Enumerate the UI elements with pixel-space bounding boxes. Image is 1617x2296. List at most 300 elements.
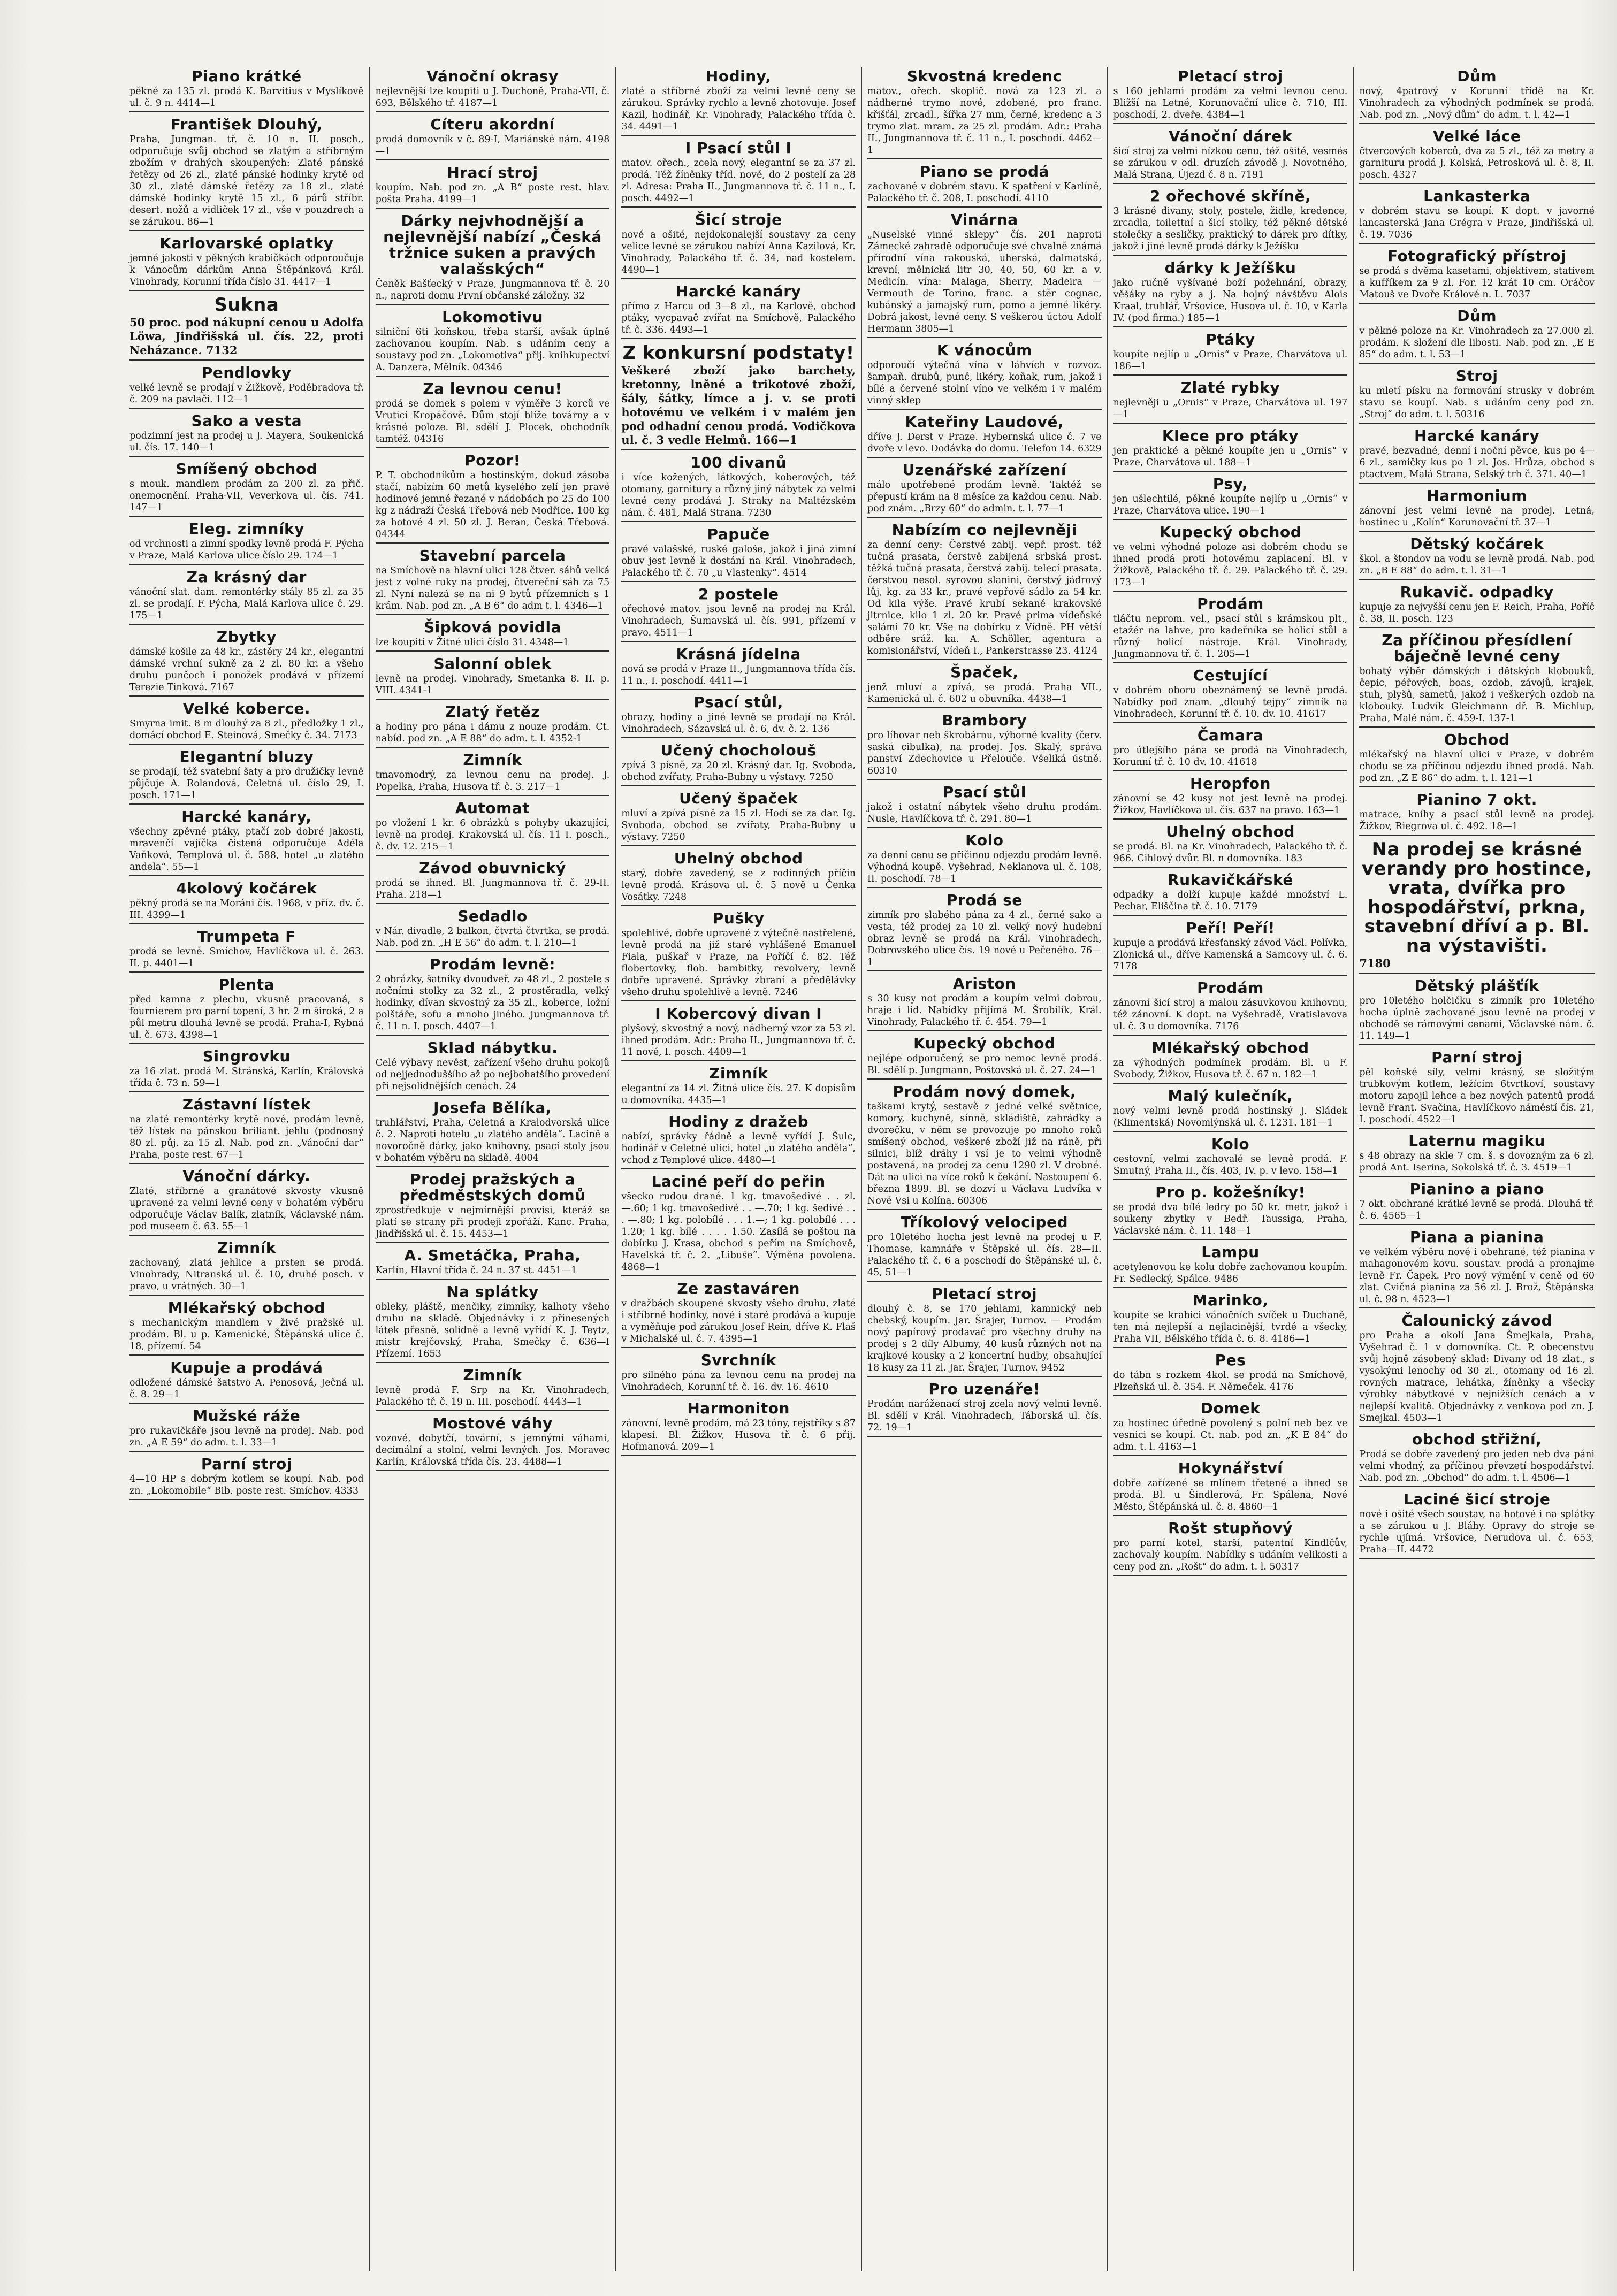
ad-body-text: v dobrém oboru obeznámený se levně prodá. Nabídky pod znam. „dlouhý tejpy“ zimník na Vinohradech, Korunní tř. č. 10. dv. 10. 41617 xyxy=(1113,685,1348,720)
ad-body-text: spolehlivé, dobře upravené z výtečně nastřelené, levně prodá na již staré vyhlášené Emanuel Fiala, puškař v Praze, na Poříčí č. 82. Též flobertovky, flob. bambitky, revolvery, levně dobře upravené. Správky zbraní a předělávky všeho druhu spolehlivě a levně. 7246 xyxy=(621,928,856,998)
ad-body-text: Smyrna imit. 8 m dlouhý za 8 zl., předložky 1 zl., domácí obchod E. Steinová, Smečky č. 34. 7173 xyxy=(129,718,364,741)
column-1 xyxy=(124,67,370,2271)
ad-headline: Klece pro ptáky xyxy=(1162,427,1299,445)
ad-headline: Lankasterka xyxy=(1423,187,1531,205)
classified-ad xyxy=(376,1284,610,1363)
classified-ad xyxy=(1359,128,1595,184)
ad-body-text: mlékařský na hlavní ulici v Praze, v dobrém chodu se za příčinou odjezdu ihned prodá. Nab. pod zn. „Z E 86“ do adm. t. l. 121—1 xyxy=(1359,749,1595,784)
classified-ad xyxy=(867,462,1102,518)
ad-headline: Dětský plášťík xyxy=(1414,977,1539,994)
ad-body-text: jako ručně vyšívané boží požehnání, obrazy, věšáky na ryby a j. Na hojný návštěvu Alois Kraal, truhlář, Vršovice, Husova ul. č. 10, v Karla IV. (pod firma.) 185—1 xyxy=(1113,278,1348,324)
classified-ad xyxy=(376,752,610,796)
classified-ad xyxy=(1113,1400,1348,1456)
ad-headline: Pozor! xyxy=(464,451,521,469)
ad-body-text: ve velmi výhodné poloze asi dobrém chodu se ihned prodá proti hotovému zaplacení. Bl. v Žižkově, Palackého tř. č. 29. Palackého tř. č. 29. 173—1 xyxy=(1113,542,1348,588)
classified-ad xyxy=(1359,428,1595,484)
ad-headline: Zbytky xyxy=(216,628,277,646)
ad-body-text: Celé výbavy nevěst, zařízení všeho druhu pokojů od nejjednoduššího až po nejbohatšího provedení při nejsolidnějších cenách. 24 xyxy=(375,1058,610,1092)
classified-ad xyxy=(867,164,1102,208)
classified-ad xyxy=(1359,248,1595,304)
classified-ad xyxy=(1113,980,1348,1036)
ad-body-text: Zlaté, stříbrné a granátové skvosty vkusně upravené za velmi levné ceny v bohatém výběru odporučuje Václav Balík, zlatník, Václavské nám. pod museem č. 63. 55—1 xyxy=(129,1186,364,1232)
ad-body-text: i více kožených, látkových, koberových, též otomany, garnitury a různý jiný nábytek za velmi levné ceny prodává J. Straky na Maltézském nám. č. 481, Malá Strana. 7230 xyxy=(621,472,856,518)
ad-body-text: kupuje a prodává křesťanský závod Václ. Polívka, Zlonická ul., dříve Kamenská a Samcovy ul. č. 6. 7178 xyxy=(1113,938,1348,972)
classified-ad xyxy=(867,1084,1102,1210)
classified-ad xyxy=(867,212,1102,338)
ad-headline: Malý kulečník, xyxy=(1168,1087,1293,1105)
ad-body-text: silniční 6ti koňskou, třeba starší, avšak úplně zachovanou koupím. Nab. s udáním ceny a soustavy pod zn. „Lokomotiva“ přij. knihkupectví A. Danzera, Mělník. 04346 xyxy=(375,327,610,373)
ad-headline: Lampu xyxy=(1201,1243,1260,1261)
classified-ad xyxy=(1113,1040,1348,1084)
ad-body-text: Karlín, Hlavní třída č. 24 n. 37 st. 4451—1 xyxy=(375,1265,577,1276)
classified-ad xyxy=(1113,728,1348,771)
ad-body-text: 4—10 HP s dobrým kotlem se koupí. Nab. pod zn. „Lokomobile“ Bib. poste rest. Smíchov. 4333 xyxy=(129,1474,364,1496)
ad-headline: Smíšený obchod xyxy=(176,460,318,478)
classified-ad xyxy=(129,461,364,517)
ad-body-text: se prodá. Bl. na Kr. Vinohradech, Palackého tř. č. 966. Cihlový dvůr. Bl. n domovníka. 183 xyxy=(1113,841,1348,864)
classified-ad xyxy=(1359,188,1595,244)
ad-headline: Harcké kanáry xyxy=(1414,427,1540,445)
ad-body-text: v Nár. divadle, 2 balkon, čtvrtá čtvrtka, se prodá. Nab. pod zn. „H E 56“ do adm. t. l. 210—1 xyxy=(375,926,610,948)
ad-headline: Vinárna xyxy=(950,211,1018,228)
column-4 xyxy=(862,67,1108,2271)
ad-headline: 100 divanů xyxy=(690,454,787,471)
column-3 xyxy=(616,67,862,2271)
ad-body-text: za denní cenu se přičinou odjezdu prodám levně. Výhodná koupě. Vyšehrad, Neklanova ul. č. 108, II. poschodí. 78—1 xyxy=(867,850,1102,884)
ad-headline: Stavební parcela xyxy=(419,547,566,564)
classified-ad xyxy=(1113,872,1348,916)
ad-headline: Josefa Bělíka, xyxy=(433,1099,552,1116)
classified-ad xyxy=(129,809,364,876)
ad-headline: Kupecký obchod xyxy=(913,1035,1056,1052)
ad-headline: Učený špaček xyxy=(679,790,798,807)
classified-ad xyxy=(621,1066,856,1109)
ad-body-text: levně na prodej. Vinohrady, Smetanka 8. II. p. VIII. 4341-1 xyxy=(375,674,610,696)
ad-headline: Singrovku xyxy=(202,1047,291,1065)
ad-body-text: odložené dámské šatstvo A. Penosová, Ječná ul. č. 8. 29—1 xyxy=(129,1377,364,1400)
classified-ad xyxy=(376,1172,610,1243)
ad-headline: Trumpeta F xyxy=(197,928,296,945)
ad-body-text: koupím. Nab. pod zn. „A B“ poste rest. hlav. pošta Praha. 4199—1 xyxy=(375,182,610,205)
ad-headline: Šipková povidla xyxy=(424,618,561,636)
ad-headline: Domek xyxy=(1200,1399,1261,1417)
ad-body-text: v dobrém stavu se koupí. K dopt. v javorné lancasterská Jana Grégra v Praze, Jindřišská ul. č. 19. 7036 xyxy=(1359,206,1595,240)
ad-body-text: prodá se ihned. Bl. Jungmannova tř. č. 29-II. Praha. 218—1 xyxy=(375,878,610,900)
classified-ad xyxy=(1359,792,1595,836)
ad-body-text: koupíte nejlíp u „Ornis“ v Praze, Charvátova ul. 186—1 xyxy=(1113,349,1348,372)
ad-body-text: obrazy, hodiny a jiné levně se prodají na Král. Vinohradech, Sázavská ul. č. 6, dv. č. 2. 136 xyxy=(621,712,856,734)
classified-ad xyxy=(129,629,364,697)
ad-headline: Harmoniton xyxy=(687,1399,790,1417)
ad-body-text: s 160 jehlami prodám za velmi levnou cenu. Bližší na Letné, Korunovační ulice č. 710, III. poschodí, 2. dveře. 4384—1 xyxy=(1113,86,1348,120)
classified-ad xyxy=(1359,584,1595,628)
ad-headline: Pro uzenáře! xyxy=(928,1380,1041,1398)
ad-body-text: všecko rudou drané. 1 kg. tmavošedivé . . zl. —.60; 1 kg. tmavošedivé . . —.70; 1 kg. šedivé . . . —.80; 1 kg. polobílé . . . 1.—; 1 kg. polobílé . . . 1.20; 1 kg. bílé . . . . 1.50. Zasílá se poštou na dobírku J. Krasa, obchod s peřím na Smíchově, Havelská tř. č. 2. „Libuše“. Výměna povolena. 4868—1 xyxy=(621,1191,856,1273)
classified-ad xyxy=(867,784,1102,828)
ad-body-text: starý, dobře zavedený, se z rodinných příčin levně prodá. Krásova ul. č. 5 nově u Čenka Vosátky. 7248 xyxy=(621,868,856,902)
ad-headline: Karlovarské oplatky xyxy=(159,234,334,252)
ad-headline: Prodám xyxy=(1197,595,1264,613)
ad-headline: Skvostná kredenc xyxy=(906,67,1062,85)
ad-body-text: prodá se levně. Smíchov, Havlíčkova ul. č. 263. II. p. 4401—1 xyxy=(129,946,364,969)
classified-ad xyxy=(621,851,856,906)
classified-ad xyxy=(376,309,610,377)
classified-ad xyxy=(129,295,364,361)
ad-body-text: jen ušlechtilé, pěkné koupíte nejlíp u „Ornis“ v Praze, Charvátova ulice. 190—1 xyxy=(1113,494,1348,516)
classified-ad xyxy=(867,1286,1102,1377)
ad-headline: Za levnou cenu! xyxy=(423,380,562,397)
ad-headline: Piano se prodá xyxy=(919,163,1049,180)
ad-body-text: Prodá se dobře zavedený pro jeden neb dva páni velmi vhodný, za příčinou převzetí hospodářství. Nab. pod zn. „Obchod“ do adm. t. l. 4506—1 xyxy=(1359,1449,1595,1483)
classified-ad xyxy=(129,569,364,625)
ad-body-text: všechny zpěvné ptáky, ptačí zob dobré jakosti, mravenčí vajíčka čistená odporučuje Adéla Vaňková, Templová ul. č. 588, hotel „u zlatého andela“. 55—1 xyxy=(129,826,364,873)
ad-body-text: se prodá s dvěma kasetami, objektivem, stativem a kufříkem za 9 zl. For. 12 krát 10 cm. Oráčov Matouš ve Dvoře Králové n. L. 7037 xyxy=(1359,266,1595,300)
ad-headline: Kolo xyxy=(1211,1135,1250,1153)
classified-ad xyxy=(621,68,856,136)
ad-headline: Sklad nábytku. xyxy=(427,1039,558,1057)
ad-headline: Vánoční dárky. xyxy=(182,1167,311,1185)
ad-body-text: za denní ceny: Čerstvé zabij. vepř. prost. též tučná prasata, čerstvě zabijená srbská prost. těžká tučná prasata, čerstvá zabij. telecí prasata, čerstvou nesol. syrovou slanini, čerstvý jádrový lůj, kg. za 33 kr., pravé vepřové sádlo za 54 kr. Od kila výše. Pravé krubí sekané krakovské jitrnice, kilo 1 zl. 20 kr. Pravé prima vídeňské salámi 70 kr. Vše na dobírku z Vídně. PH větší odběre sráž. ka. A. Schöller, agentura a komisionářství, Vídeň I., Pankerstrasse 23. 4124 xyxy=(867,540,1102,656)
ad-body-text: málo upotřebené prodám levně. Taktéž se přepustí krám na 8 měsíce za každou cenu. Nab. pod znám. „Brzy 60“ do admin. t. l. 77—1 xyxy=(867,480,1102,514)
ad-headline: Krásná jídelna xyxy=(676,645,801,663)
ad-headline: 4kolový kočárek xyxy=(176,879,317,897)
ad-body-text: nejlevnější lze koupiti u J. Duchoně, Praha-VII, č. 693, Bělského tř. 4187—1 xyxy=(375,86,610,109)
classified-ad xyxy=(621,343,856,450)
classified-ad xyxy=(1113,1292,1348,1348)
ad-body-text: ve velkém výběru nové i obehrané, též pianina v mahagonovém kovu. soustav. prodá a pronajme levně Fr. Čapek. Pro nový výmění v ceně od 60 zlat. Cvičná pianina za 56 zl. J. Brož, Štěpánska ul. č. 98 n. 4523—1 xyxy=(1359,1247,1595,1305)
classified-ad xyxy=(376,1367,610,1411)
ad-body-text: odpadky a dolží kupuje každé množství L. Pechar, Eliščina tř. č. 10. 7179 xyxy=(1113,890,1348,912)
ad-headline: Kupecký obchod xyxy=(1159,523,1302,541)
ad-headline: Velké láce xyxy=(1432,127,1521,145)
classified-ad xyxy=(376,1100,610,1167)
ad-headline: Velké koberce. xyxy=(182,700,311,717)
ad-headline: Svrchník xyxy=(700,1351,776,1369)
ad-body-text: matov. ořech., zcela nový, elegantní se za 37 zl. prodá. Též žíněnky tříd. nové, do 2 postelí za 28 zl. Adresa: Praha II., Jungmannova tř. č. 11 n., I. posch. 4492—1 xyxy=(621,158,856,204)
classified-ad xyxy=(1359,840,1595,974)
ad-headline: Peří! Peří! xyxy=(1186,919,1275,937)
ad-headline: Automat xyxy=(455,799,530,817)
classified-ad xyxy=(621,212,856,279)
ad-headline: Prodám nový domek, xyxy=(893,1083,1077,1100)
classified-ad xyxy=(1359,1313,1595,1427)
ad-headline: Fotografický přístroj xyxy=(1387,247,1567,265)
ad-headline: Prodej pražských a předměstských domů xyxy=(399,1170,586,1204)
ad-headline: Papuče xyxy=(707,525,770,543)
ad-body-text: velké levně se prodají v Žižkově, Poděbradova tř. č. 209 na pavlači. 112—1 xyxy=(129,382,364,405)
classified-ad xyxy=(129,68,364,112)
ad-body-text: 50 proc. pod nákupní cenou u Adolfa Löwa, Jindřišská ul. čís. 22, proti Neházance. 7132 xyxy=(129,316,364,357)
ad-body-text: elegantní za 14 zl. Žitná ulice čís. 27. K dopisům u domovníka. 4435—1 xyxy=(621,1083,856,1106)
classified-ad xyxy=(376,165,610,209)
ad-headline: Uzenářské zařízení xyxy=(902,461,1066,479)
classified-ad xyxy=(129,701,364,745)
ad-headline: Pendlovky xyxy=(201,364,292,381)
ad-body-text: jemné jakosti v pěkných krabičkách odporoučuje k Vánocům dárkům Anna Štěpánková Král. Vinohrady, Korunní třída číslo 31. 4417—1 xyxy=(129,253,364,287)
classified-ad xyxy=(867,414,1102,458)
classified-ad xyxy=(376,956,610,1036)
classified-ad xyxy=(376,1248,610,1280)
ad-headline: Kupuje a prodává xyxy=(170,1359,323,1376)
column-5 xyxy=(1108,67,1354,2271)
ad-body-text: pro parní kotel, starší, patentní Kindlčův, zachovalý koupím. Nabídky s udáním velikosti a ceny pod zn. „Rošt“ do adm. t. l. 50317 xyxy=(1113,1538,1348,1572)
classified-ad xyxy=(1113,920,1348,976)
classified-ad xyxy=(1359,1181,1595,1225)
classified-ad xyxy=(621,646,856,690)
ad-body-text: ořechové matov. jsou levně na prodej na Král. Vinohradech, Šumavská ul. čís. 991, přízemí v pravo. 4511—1 xyxy=(621,604,856,638)
classified-ad xyxy=(1113,188,1348,256)
ad-body-text: pěkný prodá se na Moráni čís. 1968, v příz. dv. č. III. 4399—1 xyxy=(129,898,364,921)
classified-ad xyxy=(867,976,1102,1031)
ad-body-text: nový, 4patrový v Korunní třídě na Kr. Vinohradech za výhodných podmínek se prodá. Nab. pod zn. „Nový dům“ do adm. t. l. 42—1 xyxy=(1359,86,1595,120)
classified-ad xyxy=(376,381,610,448)
ad-headline: Zimník xyxy=(217,1239,276,1257)
classified-ad xyxy=(376,1415,610,1471)
ad-body-text: pravé, bezvadné, denní i noční pěvce, kus po 4—6 zl., samičky kus po 1 zl. Jos. Hrůza, obchod s ptactvem, Malá Strana, Selský trh č. 371. 40—1 xyxy=(1359,446,1595,480)
ad-body-text: dříve J. Derst v Praze. Hybernská ulice č. 7 ve dvoře v levo. Dodávka do domu. Telefon 14. 6329 xyxy=(867,432,1102,454)
ad-body-text: zachované v dobrém stavu. K spatření v Karlíně, Palackého tř. č. 208, I. poschodí. 4110 xyxy=(867,181,1102,204)
classified-ad xyxy=(1113,1352,1348,1396)
ad-body-text: Praha, Jungman. tř. č. 10 n. II. posch., odporučuje svůj obchod se zlatým a stříbrným zbožím v drahých skoupených: Zlaté pánské řetězy od 26 zl., zlaté pánské hodinky krytě od 30 zl., zlaté dámské řetězy za 18 zl., zlaté dámské hodinky krytě 15 zl., 6 párů stříbr. desert. nožů a vidliček 17 zl., vše v pouzdrech a se zárukou. 86—1 xyxy=(129,134,364,227)
ad-headline: Mlékařský obchod xyxy=(1151,1039,1309,1057)
classified-ad xyxy=(621,694,856,738)
classified-ad xyxy=(1359,368,1595,424)
ad-body-text: se prodají, též svatební šaty a pro družičky levně půjčuje A. Rolandová, Celetná ul. číslo 29, I. posch. 171—1 xyxy=(129,767,364,801)
classified-ad xyxy=(867,68,1102,159)
classified-ad xyxy=(129,1456,364,1500)
classified-ad xyxy=(129,1408,364,1452)
ad-headline: Pro p. kožešníky! xyxy=(1155,1183,1306,1201)
ad-headline: Harmonium xyxy=(1427,487,1527,504)
ad-body-text: s mechanickým mandlem v živé pražské ul. prodám. Bl. u p. Kamenické, Štěpánská ulice č. 18, přízemí. 54 xyxy=(129,1318,364,1352)
classified-ad xyxy=(129,1168,364,1236)
ad-headline: Rukavičkářské xyxy=(1168,871,1293,889)
ad-headline: Na prodej se krásné verandy pro hostince, vrata, dvířka pro hospodářství, prkna, stavební dříví a p. Bl. na výstavišti. xyxy=(1361,839,1592,956)
ad-headline: Laciné šicí stroje xyxy=(1403,1490,1551,1508)
classified-ad xyxy=(376,213,610,305)
ad-body-text: jakož i ostatní nábytek všeho druhu prodám. Nusle, Havlíčkova tř. č. 291. 80—1 xyxy=(867,802,1102,824)
ad-headline: Psací stůl xyxy=(942,783,1026,801)
classified-ad xyxy=(1113,1136,1348,1180)
ad-headline: Mostové váhy xyxy=(432,1414,553,1432)
ad-body-text: pro útlejšího pána se prodá na Vinohradech, Korunní tř. č. 10 dv. 10. 41618 xyxy=(1113,745,1348,768)
classified-ad xyxy=(867,1036,1102,1080)
classified-ad xyxy=(1113,668,1348,723)
ad-body-text: zimník pro slabého pána za 4 zl., černé sako a vesta, též prodej za 10 zl. velký nový hudební obraz levně se prodá na Král. Vinohradech, Dobrovského ulice čís. 19 nové u Pečeného. 76—1 xyxy=(867,910,1102,968)
ad-body-text: 3 krásné divany, stoly, postele, židle, kredence, zrcadla, toilettní a šicí stolky, též pěkné dětské stolečky a sesličky, praktický to dárek pro dítky, jakož i jiné levně prodá dárky k Ježíšku xyxy=(1113,206,1348,252)
ad-headline: Zlatý řetěz xyxy=(445,703,540,721)
classified-ad xyxy=(129,521,364,565)
ad-headline: Sukna xyxy=(214,294,279,316)
ad-headline: Dům xyxy=(1457,307,1497,325)
ad-body-text: pro silného pána za levnou cenu na prodej na Vinohradech, Korunní tř. č. 16. dv. 16. 4610 xyxy=(621,1370,856,1392)
ad-headline: I Psací stůl I xyxy=(685,139,792,157)
ad-body-text: lze koupiti v Žitné ulici číslo 31. 4348—1 xyxy=(375,637,569,648)
ad-headline: Prodá se xyxy=(946,891,1023,909)
classified-ad xyxy=(129,365,364,409)
ad-headline: Piano krátké xyxy=(192,67,302,85)
classified-ad xyxy=(1113,128,1348,184)
classified-ad xyxy=(1113,332,1348,376)
classified-ad xyxy=(867,832,1102,888)
ad-headline: Zimník xyxy=(709,1065,768,1082)
classified-ad xyxy=(376,656,610,700)
ad-headline: Rošt stupňový xyxy=(1168,1519,1293,1537)
ad-headline: Psací stůl, xyxy=(693,693,783,711)
classified-ad xyxy=(867,664,1102,708)
classified-ad xyxy=(1359,732,1595,787)
ad-body-text: tmavomodrý, za levnou cenu na prodej. J. Popelka, Praha, Husova tř. č. 3. 217—1 xyxy=(375,770,610,792)
ad-headline: Pes xyxy=(1215,1351,1246,1369)
ad-headline: Vánoční okrasy xyxy=(426,67,559,85)
ad-body-text: nové i ošité všech soustav, na hotové i na splátky a se zárukou u J. Bláhy. Opravy do stroje se rychle ujímá. Vršovice, Nerudova ul. č. 653, Praha—II. 4472 xyxy=(1359,1509,1595,1555)
ad-headline: Marinko, xyxy=(1192,1291,1269,1309)
classified-ad xyxy=(129,1300,364,1356)
ad-headline: Cíteru akordní xyxy=(430,116,555,133)
ad-body-text: dobře zařízené se mlínem třetené a ihned se prodá. Bl. u Šindlerová, Fr. Spálena, Nové Město, Štěpánská ul. č. 8. 4860—1 xyxy=(1113,1478,1348,1512)
classified-ad xyxy=(376,1040,610,1096)
classified-ad xyxy=(1359,488,1595,532)
ad-headline: Za krásný dar xyxy=(186,568,307,586)
ad-headline: Harcké kanáry, xyxy=(181,808,312,825)
ad-body-text: na zlaté remontérky krytě nové, prodám levně, též lístek na pánskou briliant. jehlu (podnosný 80 zl. půj. za 15 zl. Nab. pod zn. „Vánoční dar“ Praha, poste rest. 67—1 xyxy=(129,1114,364,1160)
ad-body-text: zánovní šicí stroj a malou zásuvkovou knihovnu, též zánovní. K dopt. na Vyšehradě, Vratislavova ul. č. 3 u domovníka. 7176 xyxy=(1113,998,1348,1032)
ad-body-text: Prodám naráženací stroj zcela nový velmi levně. Bl. sdělí v Král. Vinohradech, Táborská ul. čís. 72. 19—1 xyxy=(867,1399,1102,1433)
classified-ad xyxy=(867,892,1102,971)
classified-ad xyxy=(1113,1244,1348,1288)
classified-ad xyxy=(621,586,856,642)
column-6 xyxy=(1354,67,1600,2271)
classified-ad xyxy=(621,1400,856,1456)
ad-body-text: čtvercových koberců, dva za 5 zl., též za metry a garnituru prodá J. Kolská, Petrosková ul. č. 8, II. posch. 4327 xyxy=(1359,146,1595,180)
ad-body-text: bohatý výběr dámských i dětských klobouků, čepic, péřových, boas, ozdob, závojů, krajek, stuh, plyšů, sametů, jakož i veškerých ozdob na klobouky. Ludvík Gleichmann dř. B. Michlup, Praha, Malé nám. č. 459-I. 137-1 xyxy=(1359,666,1595,724)
ad-headline: Harcké kanáry xyxy=(676,282,802,300)
classified-ad xyxy=(621,526,856,582)
ad-headline: Za příčinou přesídlení báječně levné ceny xyxy=(1382,631,1573,665)
classified-ad xyxy=(129,749,364,805)
ad-body-text: pro 10letého hocha jest levně na prodej u F. Thomase, kamnáře v Štěpské ul. čís. 28—II. Palackého tř. č. 6 a poschodí do Štěpánské ul. č. 45, 51—1 xyxy=(867,1232,1102,1278)
ad-headline: Nabízím co nejlevněji xyxy=(891,521,1077,539)
ad-headline: Eleg. zimníky xyxy=(188,520,304,538)
classified-ad xyxy=(129,881,364,924)
ad-headline: Pianino a piano xyxy=(1409,1180,1544,1198)
ad-headline: Obchod xyxy=(1444,731,1510,748)
classified-ad xyxy=(1113,380,1348,424)
ad-body-text: nejlevněji u „Ornis“ v Praze, Charvátova ul. 197—1 xyxy=(1113,397,1348,420)
ad-headline: A. Smetáčka, Praha, xyxy=(404,1246,581,1264)
classified-ad xyxy=(867,713,1102,780)
classified-ad xyxy=(1359,68,1595,124)
ad-body-text: od vrchnosti a zimní spodky levně prodá F. Pýcha v Praze, Malá Karlova ulice číslo 29. 174—1 xyxy=(129,539,364,561)
classified-ad xyxy=(1113,1088,1348,1132)
ad-body-text: pro rukavičkáře jsou levně na prodej. Nab. pod zn. „A E 59“ do adm. t. l. 33—1 xyxy=(129,1426,364,1448)
ad-body-text: zánovní se 42 kusy not jest levně na prodej. Žižkov, Havlíčkova ul. čís. 637 na pravo. 163—1 xyxy=(1113,793,1348,816)
ad-body-text: za 16 zlat. prodá M. Stránská, Karlín, Královská třída č. 73 n. 59—1 xyxy=(129,1066,364,1089)
ad-headline: Na splátky xyxy=(446,1283,539,1300)
classified-ad xyxy=(1359,632,1595,728)
ad-headline: Stroj xyxy=(1455,367,1498,385)
classified-ad xyxy=(621,140,856,208)
ad-headline: Laternu magiku xyxy=(1408,1132,1546,1150)
classified-ad xyxy=(129,1360,364,1404)
classified-ad xyxy=(621,284,856,339)
classified-ad xyxy=(376,860,610,904)
ad-headline: Parní stroj xyxy=(1431,1048,1523,1066)
ad-body-text: jenž mluví a zpívá, se prodá. Praha VII., Kamenická ul. č. 602 u obuvníka. 4438—1 xyxy=(867,682,1102,705)
ad-headline: Sedadlo xyxy=(457,907,528,925)
classified-ad xyxy=(867,342,1102,410)
ad-headline: Laciné peří do peřin xyxy=(651,1173,826,1190)
ad-body-text: za hostinec úředně povolený s polní neb bez ve vesnici se koupí. Ct. nab. pod zn. „K E 84“ do adm. t. l. 4163—1 xyxy=(1113,1418,1348,1452)
ad-body-text: zlaté a stříbrné zboží za velmi levné ceny se zárukou. Správky rychlo a levně zhotovuje. Josef Kazil, hodinář, Kr. Vinohrady, Palackého třída č. 34. 4491—1 xyxy=(621,86,856,132)
ad-headline: Hokynářství xyxy=(1178,1459,1283,1477)
classified-ad xyxy=(1359,1432,1595,1487)
ad-body-text: zánovní jest velmi levně na prodej. Letná, hostinec u „Kolín“ Korunovační tř. 37—1 xyxy=(1359,506,1595,528)
ad-body-text: matrace, kníhy a psací stůl levně na prodej. Žižkov, Riegrova ul. č. 492. 18—1 xyxy=(1359,809,1595,832)
ad-body-text: nabízí, správky řádně a levně vyřídí J. Šulc, hodinář v Celetné ulici, hotel „u zlatého anděla“, vchod z Templové ulice. 4480—1 xyxy=(621,1131,856,1166)
ad-body-text: Čeněk Bašťecký v Praze, Jungmannova tř. č. 20 n., naproti domu První občanské záložny. 32 xyxy=(375,279,610,301)
ad-headline: dárky k Ježíšku xyxy=(1164,259,1296,277)
classified-ad xyxy=(129,117,364,231)
classified-ad xyxy=(129,1048,364,1092)
classified-ad xyxy=(621,791,856,846)
ad-headline: Uhelný obchod xyxy=(1166,823,1295,840)
classified-ad xyxy=(376,800,610,856)
ad-headline: Uhelný obchod xyxy=(674,849,803,867)
classified-columns xyxy=(124,67,1600,2271)
classified-ad xyxy=(1113,1184,1348,1240)
ad-headline: Pletací stroj xyxy=(932,1285,1038,1303)
classified-ad xyxy=(1113,1520,1348,1576)
ad-headline: František Dlouhý, xyxy=(170,116,323,133)
ad-body-text: pro líhovar neb škrobárnu, výborné kvality (červ. saská cibulka), na prodej. Jos. Skalý, správa panství Zdechovice u Přelouče. Všeliká ústně. 60310 xyxy=(867,730,1102,776)
classified-ad xyxy=(1113,68,1348,124)
ad-body-text: „Nuselské vinné sklepy“ čís. 201 naproti Zámecké zahradě odporučuje své chvalně známá přírodní vína rakouská, uherská, dalmatská, krevní, mělnická litr 30, 40, 50, 60 kr. a v. Medicín. vína: Malaga, Sherry, Madeira — Vermouth de Torino, franc. a stěr cognac, kubánský a jamajský rum, pomo a jemné likéry. Dobrá jakost, levné ceny. S veškerou úctou Adolf Hermann 3805—1 xyxy=(867,229,1102,334)
ad-body-text: vánoční slat. dam. remontérky stály 85 zl. za 35 zl. se prodají. F. Pýcha, Malá Karlova ulice č. 29. 175—1 xyxy=(129,587,364,621)
ad-body-text: v dražbách skoupené skvosty všeho druhu, zlaté i stříbrné hodinky, nové i staré prodává a kupuje a vyměňuje pod zárukou Josef Rein, dříve K. Flaš v Michalské ul. č. 7. 4395—1 xyxy=(621,1298,856,1344)
ad-headline: Tříkolový velociped xyxy=(901,1213,1069,1231)
ad-body-text: pro Praha a okolí Jana Šmejkala, Praha, Vyšehrad č. 1 v domovníka. Ct. P. obecenstvu svůj hojně zásobený sklad: Divany od 18 zlat., s vysokými lenochy od 30 zl., otomany od 16 zl. rovných matrace, lehátka, žíněnky a všecky výrobky nábytkové v nejnižších cenách a v nejlepší kvalitě. Objednávky z venkova pod zn. J. Smejkal. 4503—1 xyxy=(1359,1330,1595,1423)
ad-body-text: koupíte se krabici vánočních svíček u Duchaně, ten má nejlepší a nejlacinější, tvrdé a všecky, Praha VII, Bělského třída č. 6. 8. 4186—1 xyxy=(1113,1310,1348,1344)
ad-headline: Pušky xyxy=(712,909,765,927)
ad-body-text: plyšový, skvostný a nový, nádherný vzor za 53 zl. ihned prodám. Adr.: Praha II., Jungmannova tř. č. 11 nové, I. posch. 4409—1 xyxy=(621,1023,856,1058)
ad-body-text: za výhodných podmínek prodám. Bl. u F. Svobody, Žižkov, Husova tř. č. 67 n. 182—1 xyxy=(1113,1058,1348,1080)
ad-headline: Heropfon xyxy=(1190,775,1271,792)
ad-headline: Šicí stroje xyxy=(695,211,782,228)
ad-body-text: s 48 obrazy na skle 7 cm. š. s dovozným za 6 zl. prodá Ant. Iserina, Sokolská tř. č. 3. 4519—1 xyxy=(1359,1151,1595,1173)
ad-headline: Mlékařský obchod xyxy=(167,1299,325,1317)
ad-body-text: pěl koňské síly, velmi krásný, se složitým trubkovým kotlem, ležícím 6tvrtkoví, soustavy motoru zapojil lehce a bez nových patentů prodá levně Frant. Svačina, Havlíčkovo náměstí čís. 21, I. poschodí. 4522—1 xyxy=(1359,1067,1595,1125)
ad-body-text: pro 10letého holčičku s zimník pro 10letého hocha úplně zachované jsou levně na prodej v obchodě se rámovými cenami, Václavské nám. č. 11. 149—1 xyxy=(1359,996,1595,1042)
ad-body-text: do tábn s rozkem 4kol. se prodá na Smíchově, Plzeňská ul. č. 354. F. Němeček. 4176 xyxy=(1113,1370,1348,1392)
ad-headline: Závod obuvnický xyxy=(419,859,566,877)
classified-ad xyxy=(1113,1460,1348,1516)
ad-headline: Čalounický závod xyxy=(1401,1312,1552,1329)
classified-ad xyxy=(129,413,364,457)
ad-headline: Ze zastaváren xyxy=(677,1280,800,1297)
ad-body-text: 2 obrázky, šatníky dvoudveř. za 48 zl., 2 postele s nočními stolky za 32 zl., 2 prostěradla, velký hodinky, dívan skvostný za 35 zl., koberce, ložní polštáře, sofu a mnoho jiného. Jungmannova tř. č. 11 n. I. posch. 4407—1 xyxy=(375,974,610,1032)
ad-headline: Vánoční dárek xyxy=(1169,127,1292,145)
classified-ad xyxy=(1113,476,1348,520)
ad-body-text: v pěkné poloze na Kr. Vinohradech za 27.000 zl. prodám. K složení dle libosti. Nab. pod zn. „E E 85“ do adm. t. l. 53—1 xyxy=(1359,326,1595,360)
ad-body-text: pěkné za 135 zl. prodá K. Barvitius v Myslíkově ul. č. 9 n. 4414—1 xyxy=(129,86,364,109)
classified-ad xyxy=(1113,776,1348,820)
ad-headline: Čamara xyxy=(1197,726,1264,744)
classified-ad xyxy=(621,1006,856,1061)
classified-ad xyxy=(1359,1229,1595,1308)
ad-body-text: s mouk. mandlem prodám za 200 zl. za přič. onemocnění. Praha-VII, Veverkova ul. čís. 741. 147—1 xyxy=(129,479,364,513)
ad-body-text: po vložení 1 kr. 6 obrázků s pohyby ukazující, levně na prodej. Krakovská ul. čís. 11 I. posch., č. dv. 12. 215—1 xyxy=(375,818,610,852)
